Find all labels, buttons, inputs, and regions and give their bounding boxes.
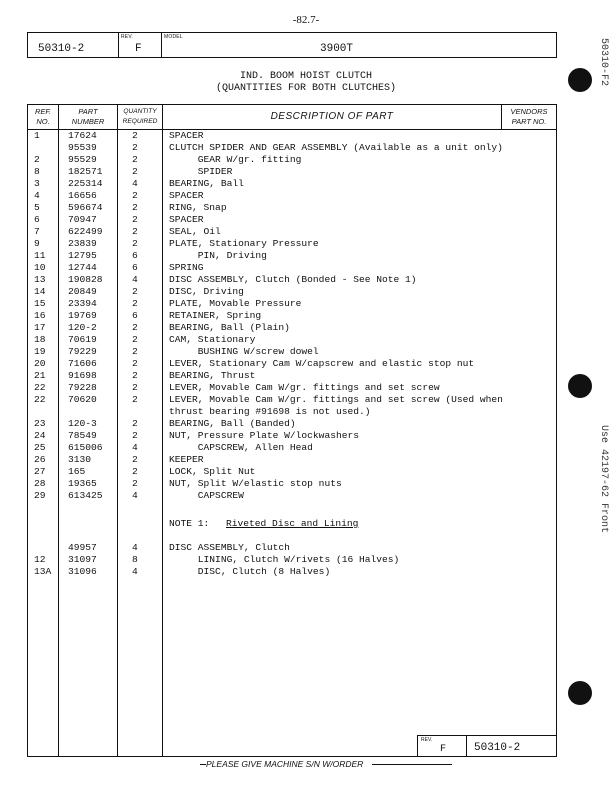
part-number-cell: 120-2 <box>68 322 97 333</box>
ref-cell: 3 <box>34 178 40 189</box>
table-row <box>28 442 556 454</box>
ref-cell: 1 <box>34 130 40 141</box>
table-row <box>28 346 556 358</box>
description-cell: BEARING, Thrust <box>169 370 256 381</box>
part-number-cell: 19365 <box>68 478 97 489</box>
quantity-cell: 2 <box>132 478 138 489</box>
part-number-cell: 70619 <box>68 334 97 345</box>
part-number-cell: 3130 <box>68 454 92 465</box>
description-cell: GEAR W/gr. fitting <box>169 154 302 165</box>
part-number-cell: 95539 <box>68 142 97 153</box>
quantity-cell: 2 <box>132 130 138 141</box>
ref-header: REF. NO. <box>34 107 52 126</box>
table-row <box>28 406 556 418</box>
table-row <box>28 478 556 490</box>
quantity-cell: 2 <box>132 142 138 153</box>
part-number-cell: 91698 <box>68 370 97 381</box>
quantity-cell: 4 <box>132 490 138 501</box>
part-number-cell: 16656 <box>68 190 97 201</box>
header-box <box>27 32 557 58</box>
quantity-cell: 2 <box>132 298 138 309</box>
ref-cell: 23 <box>34 418 46 429</box>
table-row <box>28 178 556 190</box>
table-row <box>28 310 556 322</box>
quantity-cell: 2 <box>132 286 138 297</box>
description-cell: DISC ASSEMBLY, Clutch <box>169 542 290 553</box>
ref-cell: 15 <box>34 298 46 309</box>
table-row <box>28 334 556 346</box>
part-number-cell: 70620 <box>68 394 97 405</box>
description-header: DESCRIPTION OF PART <box>270 111 394 122</box>
description-cell: SEAL, Oil <box>169 226 221 237</box>
part-number-cell: 12744 <box>68 262 97 273</box>
page-subtitle: (QUANTITIES FOR BOTH CLUTCHES) <box>215 83 397 94</box>
table-row <box>28 466 556 478</box>
ref-cell: 27 <box>34 466 46 477</box>
description-cell: LEVER, Movable Cam W/gr. fittings and set screw <box>169 382 440 393</box>
table-row <box>28 554 556 566</box>
part-number-cell: 79228 <box>68 382 97 393</box>
table-row <box>28 274 556 286</box>
part-number-cell: 70947 <box>68 214 97 225</box>
part-number-cell: 190828 <box>68 274 103 285</box>
table-row <box>28 238 556 250</box>
punch-hole <box>568 68 592 92</box>
quantity-cell: 2 <box>132 166 138 177</box>
quantity-cell: 2 <box>132 154 138 165</box>
ref-cell: 20 <box>34 358 46 369</box>
quantity-cell: 4 <box>132 442 138 453</box>
table-row <box>28 490 556 502</box>
quantity-header: QUANTITY REQUIRED <box>122 108 158 125</box>
footer-divider <box>466 736 467 757</box>
part-number-cell: 31097 <box>68 554 97 565</box>
ref-cell: 13 <box>34 274 46 285</box>
ref-cell: 2 <box>34 154 40 165</box>
description-cell: BEARING, Ball <box>169 178 244 189</box>
table-row <box>28 142 556 154</box>
quantity-cell: 2 <box>132 346 138 357</box>
ref-cell: 26 <box>34 454 46 465</box>
parts-table <box>27 104 557 757</box>
footer-rule-right <box>372 764 452 765</box>
description-cell: LEVER, Stationary Cam W/capscrew and elastic stop nut <box>169 358 475 369</box>
description-cell: BEARING, Ball (Plain) <box>169 322 290 333</box>
quantity-cell: 2 <box>132 430 138 441</box>
ref-cell: 11 <box>34 250 46 261</box>
table-row <box>28 430 556 442</box>
part-number-cell: 165 <box>68 466 86 477</box>
table-row <box>28 566 556 578</box>
quantity-cell: 6 <box>132 262 138 273</box>
part-number-cell: 78549 <box>68 430 97 441</box>
part-number-cell: 20849 <box>68 286 97 297</box>
quantity-cell: 2 <box>132 334 138 345</box>
description-cell: SPACER <box>169 130 204 141</box>
quantity-cell: 2 <box>132 190 138 201</box>
header-divider <box>118 33 119 57</box>
rev-value: F <box>135 43 142 55</box>
quantity-cell: 4 <box>132 542 138 553</box>
description-cell: SPACER <box>169 214 204 225</box>
quantity-cell: 6 <box>132 310 138 321</box>
description-cell: CLUTCH SPIDER AND GEAR ASSEMBLY (Available as a unit only) <box>169 142 503 153</box>
quantity-cell: 2 <box>132 322 138 333</box>
doc-number: 50310-2 <box>38 43 85 55</box>
description-cell: LOCK, Split Nut <box>169 466 256 477</box>
quantity-cell: 6 <box>132 250 138 261</box>
table-row <box>28 370 556 382</box>
part-number-cell: 31096 <box>68 566 97 577</box>
ref-cell: 25 <box>34 442 46 453</box>
description-cell: DISC, Clutch (8 Halves) <box>169 566 331 577</box>
footer-doc-number: 50310-2 <box>474 742 521 754</box>
description-cell: BUSHING W/screw dowel <box>169 346 319 357</box>
ref-cell: 14 <box>34 286 46 297</box>
quantity-cell: 2 <box>132 238 138 249</box>
description-cell: LINING, Clutch W/rivets (16 Halves) <box>169 554 400 565</box>
description-cell: RING, Snap <box>169 202 227 213</box>
table-row <box>28 382 556 394</box>
part-number-cell: 17624 <box>68 130 97 141</box>
table-row <box>28 214 556 226</box>
table-row <box>28 358 556 370</box>
quantity-cell: 2 <box>132 394 138 405</box>
quantity-cell: 4 <box>132 566 138 577</box>
description-cell: BEARING, Ball (Banded) <box>169 418 296 429</box>
description-cell: PIN, Driving <box>169 250 267 261</box>
part-number-cell: 12795 <box>68 250 97 261</box>
table-row <box>28 322 556 334</box>
table-row <box>28 154 556 166</box>
quantity-cell: 2 <box>132 202 138 213</box>
description-cell: CAM, Stationary <box>169 334 256 345</box>
table-row <box>28 130 556 142</box>
part-number-cell: 19769 <box>68 310 97 321</box>
ref-cell: 21 <box>34 370 46 381</box>
quantity-cell: 2 <box>132 370 138 381</box>
quantity-cell: 4 <box>132 178 138 189</box>
table-row <box>28 262 556 274</box>
part-number-cell: 182571 <box>68 166 103 177</box>
quantity-cell: 2 <box>132 358 138 369</box>
ref-cell: 18 <box>34 334 46 345</box>
table-row <box>28 394 556 406</box>
part-number-cell: 613425 <box>68 490 103 501</box>
description-cell: PLATE, Stationary Pressure <box>169 238 319 249</box>
note-row <box>28 518 556 530</box>
ref-cell: 5 <box>34 202 40 213</box>
table-row <box>28 542 556 554</box>
note-text: Riveted Disc and Lining <box>226 518 359 529</box>
footer-box <box>417 735 557 757</box>
description-cell: RETAINER, Spring <box>169 310 262 321</box>
quantity-cell: 2 <box>132 214 138 225</box>
part-number-cell: 95529 <box>68 154 97 165</box>
ref-cell: 22 <box>34 382 46 393</box>
part-number-cell: 596674 <box>68 202 103 213</box>
ref-cell: 19 <box>34 346 46 357</box>
description-cell: NUT, Pressure Plate W/lockwashers <box>169 430 359 441</box>
table-row <box>28 418 556 430</box>
part-number-cell: 23839 <box>68 238 97 249</box>
quantity-cell: 2 <box>132 382 138 393</box>
note-label: NOTE 1: <box>169 518 210 529</box>
quantity-cell: 2 <box>132 466 138 477</box>
part-number-header: PART NUMBER <box>71 107 105 126</box>
page-number: -82.7- <box>292 14 320 26</box>
description-cell: DISC, Driving <box>169 286 244 297</box>
part-number-cell: 79229 <box>68 346 97 357</box>
description-cell: SPRING <box>169 262 204 273</box>
description-cell: thrust bearing #91698 is not used.) <box>169 406 371 417</box>
ref-cell: 7 <box>34 226 40 237</box>
vendors-header: VENDORS PART NO. <box>510 107 548 126</box>
quantity-cell: 8 <box>132 554 138 565</box>
description-cell: PLATE, Movable Pressure <box>169 298 302 309</box>
description-cell: DISC ASSEMBLY, Clutch (Bonded - See Note 1) <box>169 274 417 285</box>
ref-cell: 6 <box>34 214 40 225</box>
quantity-cell: 2 <box>132 226 138 237</box>
table-row <box>28 202 556 214</box>
part-number-cell: 225314 <box>68 178 103 189</box>
description-cell: NUT, Split W/elastic stop nuts <box>169 478 342 489</box>
footer-rev-value: F <box>440 744 447 755</box>
table-row <box>28 298 556 310</box>
ref-cell: 16 <box>34 310 46 321</box>
table-row <box>28 190 556 202</box>
description-cell: LEVER, Movable Cam W/gr. fittings and set screw (Used when <box>169 394 503 405</box>
footer-rev-caption: REV. <box>421 737 433 743</box>
header-divider <box>161 33 162 57</box>
ref-cell: 4 <box>34 190 40 201</box>
footer-note: PLEASE GIVE MACHINE S/N W/ORDER <box>206 759 364 769</box>
description-cell: CAPSCREW, Allen Head <box>169 442 313 453</box>
table-row <box>28 286 556 298</box>
table-row <box>28 250 556 262</box>
part-number-cell: 120-3 <box>68 418 97 429</box>
part-number-cell: 49957 <box>68 542 97 553</box>
ref-cell: 17 <box>34 322 46 333</box>
model-value: 3900T <box>320 43 354 55</box>
side-stamp-top: 50310-F2 <box>598 38 609 87</box>
ref-cell: 9 <box>34 238 40 249</box>
part-number-cell: 71606 <box>68 358 97 369</box>
ref-cell: 24 <box>34 430 46 441</box>
table-row <box>28 166 556 178</box>
punch-hole <box>568 681 592 705</box>
ref-cell: 10 <box>34 262 46 273</box>
punch-hole <box>568 374 592 398</box>
side-stamp-middle: Use 42197-62 Front <box>598 425 609 534</box>
ref-cell: 12 <box>34 554 46 565</box>
description-cell: CAPSCREW <box>169 490 244 501</box>
page-title: IND. BOOM HOIST CLUTCH <box>239 71 373 82</box>
quantity-cell: 4 <box>132 274 138 285</box>
ref-cell: 28 <box>34 478 46 489</box>
quantity-cell: 2 <box>132 454 138 465</box>
description-cell: SPACER <box>169 190 204 201</box>
ref-cell: 22 <box>34 394 46 405</box>
table-row <box>28 454 556 466</box>
table-row <box>28 226 556 238</box>
ref-cell: 13A <box>34 566 52 577</box>
ref-cell: 8 <box>34 166 40 177</box>
ref-cell: 29 <box>34 490 46 501</box>
rev-caption: REV. <box>121 34 134 40</box>
model-caption: MODEL <box>164 34 183 40</box>
part-number-cell: 622499 <box>68 226 103 237</box>
description-cell: KEEPER <box>169 454 204 465</box>
description-cell: SPIDER <box>169 166 233 177</box>
quantity-cell: 2 <box>132 418 138 429</box>
part-number-cell: 615006 <box>68 442 103 453</box>
part-number-cell: 23394 <box>68 298 97 309</box>
